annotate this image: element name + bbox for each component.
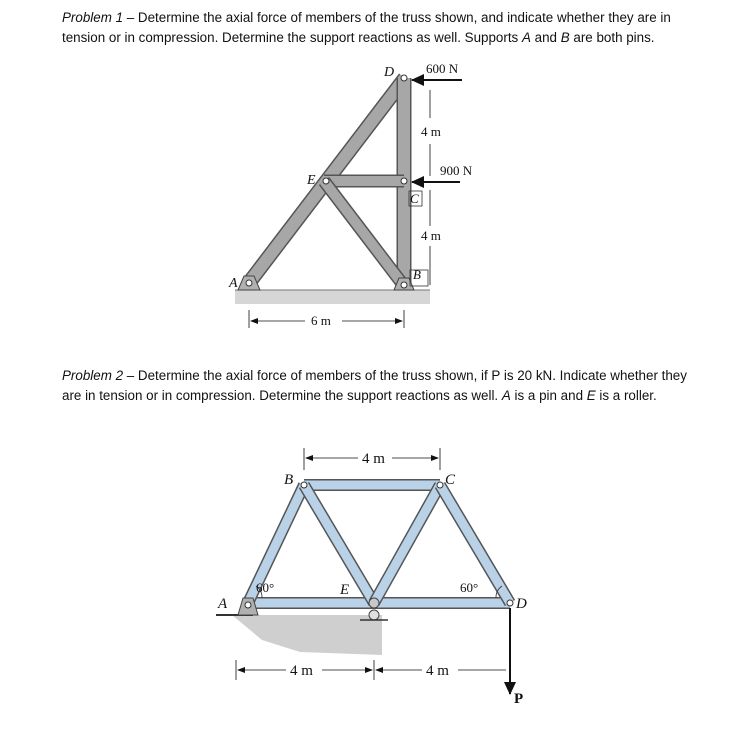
label-A-2: A — [218, 596, 228, 612]
label-C-1: C — [410, 191, 419, 206]
problem-1-statement: Problem 1 – Determine the axial force of members of the truss shown, and indicate whether they are in tension or in compression. Determine the support reactions as well. Supports A and B are both pins. — [62, 10, 671, 45]
label-E-2: E — [340, 582, 350, 598]
label-B-2: B — [284, 472, 294, 488]
problem-2-statement: Problem 2 – Determine the axial force of members of the truss shown, if P is 20 kN. Indicate whether they are in tension or in compression. Determine the support reactions as well. A is a pin and E is a roller. — [62, 368, 687, 403]
label-C-2: C — [445, 472, 456, 488]
dim-lower-4m: 4 m — [421, 228, 441, 243]
force-900-label: 900 N — [440, 163, 473, 178]
truss-figure-1 — [228, 61, 473, 328]
dim-bottom-right-4m: 4 m — [426, 663, 449, 679]
dim-upper-4m: 4 m — [421, 124, 441, 139]
ground-2 — [232, 615, 382, 655]
problem-1-heading: Problem 1 — [62, 10, 124, 25]
ground-1 — [235, 290, 430, 304]
dim-top-4m: 4 m — [362, 451, 385, 467]
angle-right-60: 60° — [460, 580, 479, 595]
label-B-1: B — [413, 267, 421, 282]
dim-base-6m: 6 m — [311, 313, 331, 328]
label-E-1: E — [307, 173, 316, 188]
force-600-label: 600 N — [426, 61, 459, 76]
label-D-2: D — [516, 596, 527, 612]
label-A-1: A — [229, 276, 238, 291]
label-D-1: D — [384, 65, 395, 80]
angle-left-60: 60° — [256, 580, 275, 595]
problem-2-heading: Problem 2 — [62, 368, 124, 383]
dim-bottom-left-4m: 4 m — [290, 663, 313, 679]
truss-figure-2 — [216, 448, 527, 707]
label-P-2: P — [514, 691, 524, 707]
